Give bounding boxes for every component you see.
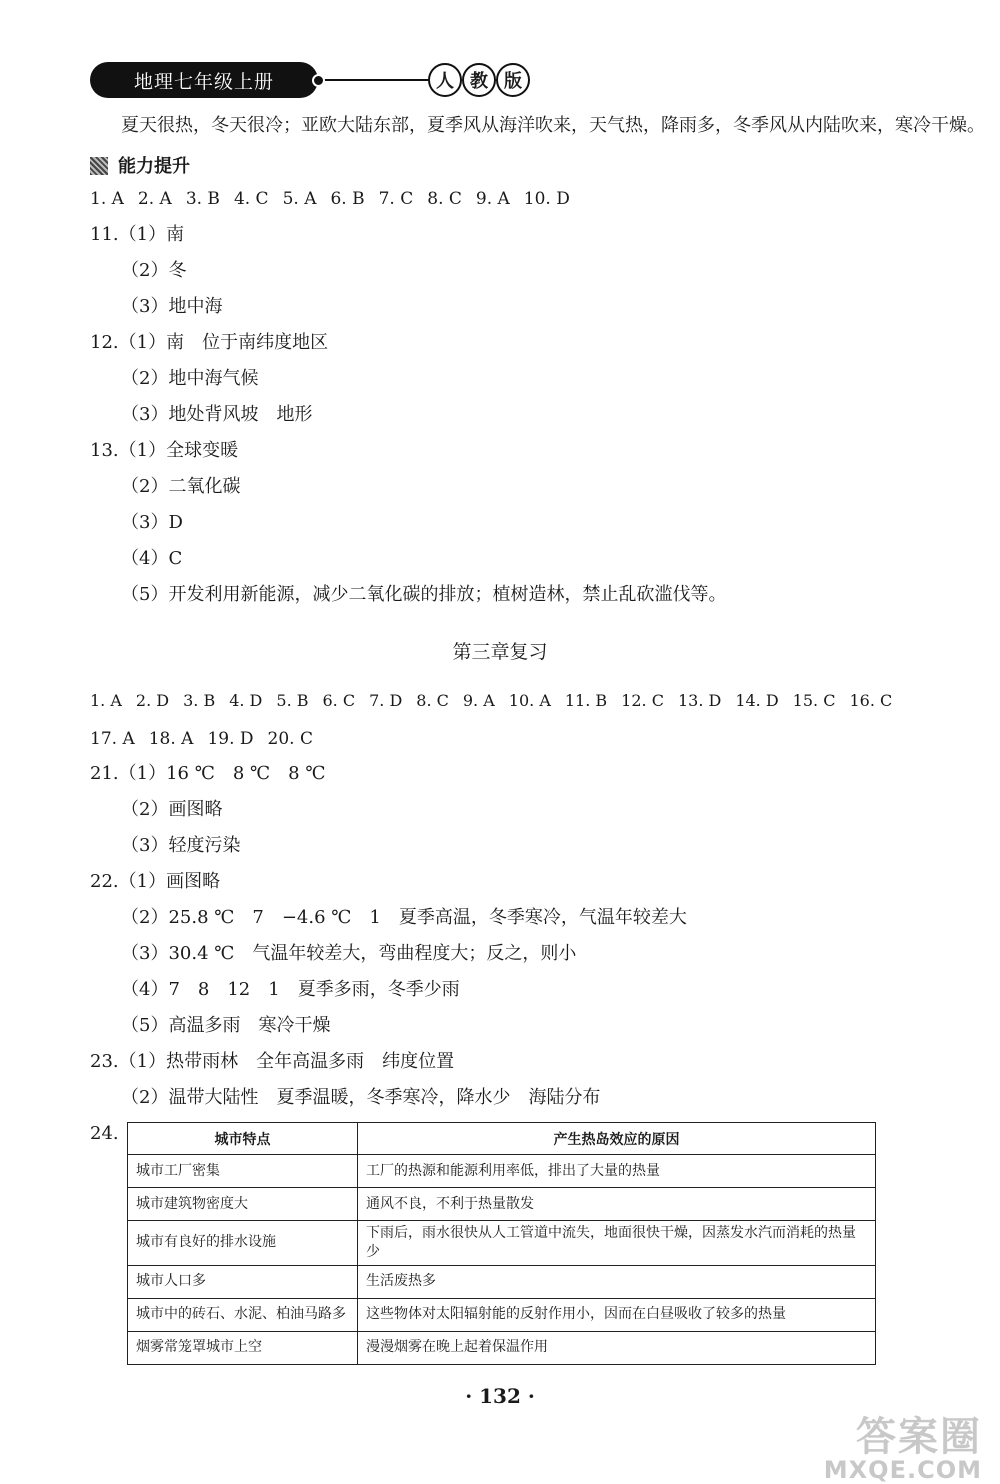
header-dot	[312, 74, 325, 87]
answer-line: （3）地中海	[121, 296, 223, 317]
table-row	[128, 1331, 876, 1364]
table-cell: 工厂的热源和能源利用率低，排出了大量的热量	[358, 1155, 876, 1188]
mcq-answer: 16. C	[849, 691, 893, 710]
table-header-row	[128, 1123, 876, 1155]
table-cell: 城市中的砖石、水泥、柏油马路多	[128, 1298, 358, 1331]
answer-line: （2）温带大陆性 夏季温暖，冬季寒冷，降水少 海陆分布	[121, 1087, 601, 1108]
table-cell: 这些物体对太阳辐射能的反射作用小，因而在白昼吸收了较多的热量	[358, 1298, 876, 1331]
answer-line: 12.（1）南 位于南纬度地区	[90, 332, 329, 353]
section1-mcq-answers	[90, 189, 584, 209]
header-connector	[316, 79, 428, 81]
page-header	[90, 62, 522, 100]
edition-char-1: 人	[428, 63, 462, 97]
mcq-answer: 3. B	[185, 189, 220, 209]
mcq-answer: 19. D	[207, 729, 254, 749]
mcq-answer: 13. D	[677, 691, 722, 710]
mcq-answer: 10. D	[523, 189, 570, 209]
question-24-label: 24.	[90, 1123, 119, 1144]
mcq-answer: 5. B	[276, 691, 309, 710]
section-icon	[90, 157, 108, 175]
mcq-answer: 2. D	[135, 691, 170, 710]
answer-line: （3）30.4 ℃ 气温年较差大，弯曲程度大；反之，则小	[121, 943, 577, 964]
edition-char-3: 版	[496, 63, 530, 97]
answer-line: （2）地中海气候	[121, 368, 259, 389]
answer-line: （2）冬	[121, 260, 187, 281]
mcq-answer: 1. A	[90, 691, 122, 710]
watermark-line-1: 答案圈	[856, 1414, 982, 1460]
section-heading	[90, 152, 190, 178]
answer-line: （4）C	[121, 548, 183, 569]
answer-line: 21.（1）16 ℃ 8 ℃ 8 ℃	[90, 763, 326, 784]
chapter-mcq-row-1	[90, 691, 906, 710]
answer-line: （5）高温多雨 寒冷干燥	[121, 1015, 331, 1036]
table-row	[128, 1298, 876, 1331]
mcq-answer: 14. D	[735, 691, 779, 710]
mcq-answer: 6. B	[330, 189, 365, 209]
mcq-answer: 7. D	[369, 691, 403, 710]
answer-line: （5）开发利用新能源，减少二氧化碳的排放；植树造林，禁止乱砍滥伐等。	[121, 584, 727, 605]
mcq-answer: 6. C	[322, 691, 356, 710]
mcq-answer: 3. B	[183, 691, 216, 710]
table-row	[128, 1188, 876, 1221]
mcq-answer: 11. B	[564, 691, 608, 710]
mcq-answer: 7. C	[378, 189, 414, 209]
table-row	[128, 1265, 876, 1298]
mcq-answer: 17. A	[90, 729, 135, 749]
table-row	[128, 1221, 876, 1266]
section-title: 能力提升	[118, 156, 190, 177]
answer-line: 13.（1）全球变暖	[90, 440, 239, 461]
edition-char-2: 教	[462, 63, 496, 97]
answer-line: 22.（1）画图略	[90, 871, 221, 892]
answer-line: （2）25.8 ℃ 7 −4.6 ℃ 1 夏季高温，冬季寒冷，气温年较差大	[121, 907, 687, 928]
table-header: 城市特点	[128, 1123, 358, 1155]
answer-line: （3）轻度污染	[121, 835, 241, 856]
mcq-answer: 4. D	[229, 691, 263, 710]
mcq-answer: 9. A	[475, 189, 510, 209]
mcq-answer: 9. A	[462, 691, 495, 710]
chapter-mcq-row-2	[90, 729, 327, 749]
heat-island-table	[127, 1122, 876, 1365]
answer-line: 11.（1）南	[90, 224, 185, 245]
table-cell: 通风不良，不利于热量散发	[358, 1188, 876, 1221]
table-cell: 城市建筑物密度大	[128, 1188, 358, 1221]
intro-line: 夏天很热，冬天很冷；亚欧大陆东部，夏季风从海洋吹来，天气热，降雨多，冬季风从内陆吹来，寒冷干燥。	[121, 115, 985, 136]
table-cell: 生活废热多	[358, 1265, 876, 1298]
chapter-title: 第三章复习	[452, 641, 548, 663]
mcq-answer: 20. C	[267, 729, 313, 749]
table-cell: 烟雾常笼罩城市上空	[128, 1331, 358, 1364]
mcq-answer: 10. A	[508, 691, 551, 710]
table-cell: 城市工厂密集	[128, 1155, 358, 1188]
watermark-line-2: MXQE.COM	[823, 1456, 982, 1484]
table-cell: 下雨后，雨水很快从人工管道中流失，地面很快干燥，因蒸发水汽而消耗的热量少	[358, 1221, 876, 1266]
answer-line: （4）7 8 12 1 夏季多雨，冬季少雨	[121, 979, 460, 1000]
answer-line: 23.（1）热带雨林 全年高温多雨 纬度位置	[90, 1051, 455, 1072]
table-header: 产生热岛效应的原因	[358, 1123, 876, 1155]
answer-line: （3）地处背风坡 地形	[121, 404, 313, 425]
answer-line: （2）画图略	[121, 799, 223, 820]
table-cell: 漫漫烟雾在晚上起着保温作用	[358, 1331, 876, 1364]
watermark-logo	[824, 1405, 982, 1484]
page-number: · 132 ·	[465, 1384, 535, 1408]
mcq-answer: 15. C	[792, 691, 836, 710]
mcq-answer: 1. A	[90, 189, 124, 209]
mcq-answer: 2. A	[137, 189, 172, 209]
table-cell: 城市人口多	[128, 1265, 358, 1298]
table-row	[128, 1155, 876, 1188]
mcq-answer: 5. A	[282, 189, 317, 209]
mcq-answer: 12. C	[621, 691, 664, 710]
mcq-answer: 8. C	[416, 691, 449, 710]
mcq-answer: 4. C	[233, 189, 269, 209]
mcq-answer: 8. C	[427, 189, 462, 209]
answer-line: （3）D	[121, 512, 183, 533]
mcq-answer: 18. A	[148, 729, 194, 749]
answer-line: （2）二氧化碳	[121, 476, 241, 497]
table-cell: 城市有良好的排水设施	[128, 1221, 358, 1266]
book-title: 地理七年级上册	[90, 62, 318, 98]
